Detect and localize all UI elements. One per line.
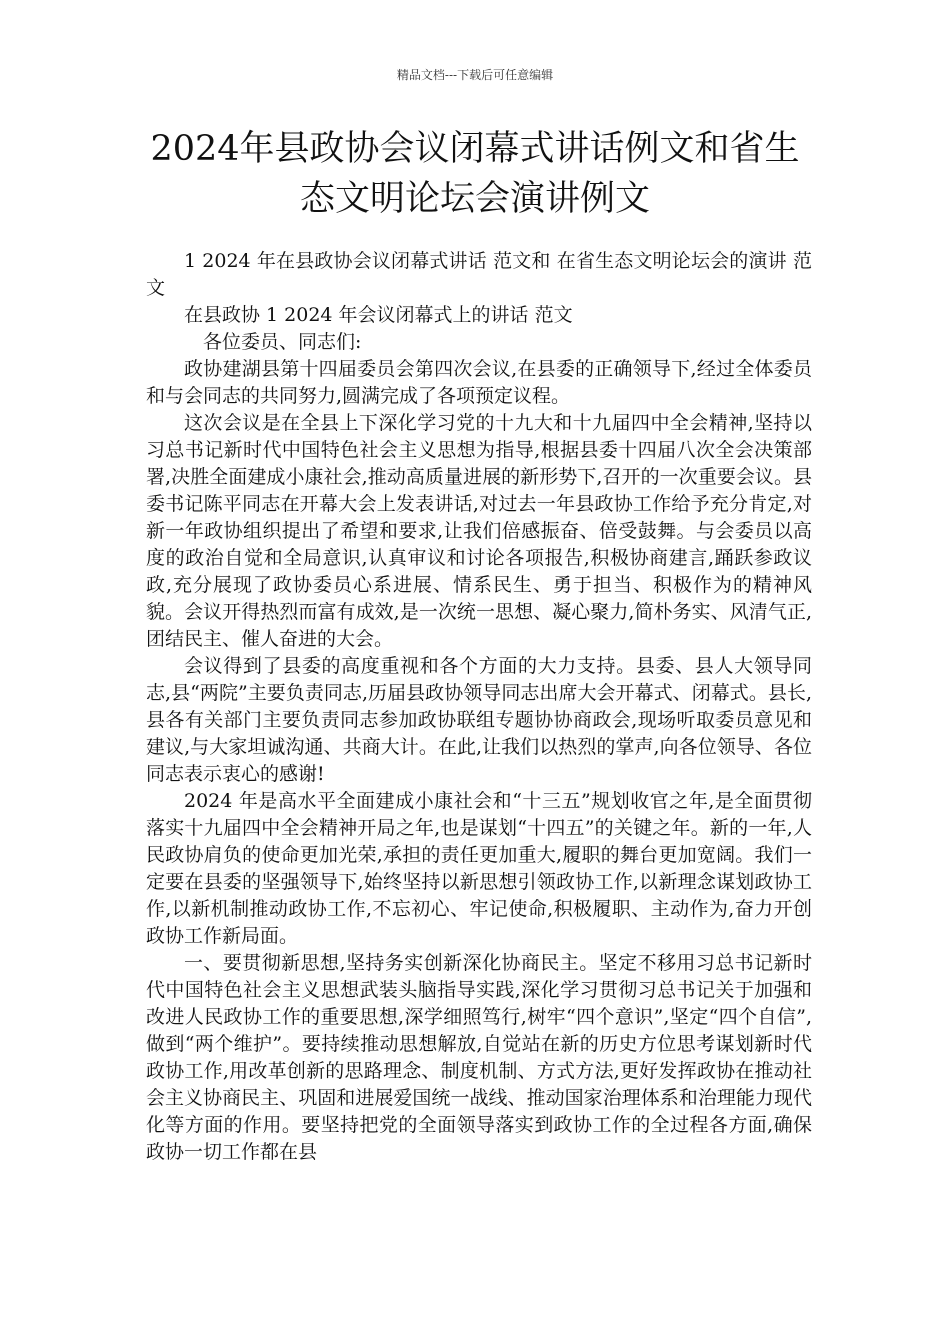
body-paragraph: 这次会议是在全县上下深化学习党的十九大和十九届四中全会精神,坚持以习总书记新时代中国特色社会主义思想为指导,根据县委十四届八次全会决策部署,决胜全面建成小康社会,推动高质量进展的新形势下,召开的一次重要会议。县委书记陈平同志在开幕大会上发表讲话,对过去一年县政协工作给予充分肯定,对新一年政协组织提出了希望和要求,让我们倍感振奋、倍受鼓舞。与会委员以高度的政治自觉和全局意识,认真审议和讨论各项报告,积极协商建言,踊跃参政议政,充分展现了政协委员心系进展、情系民生、勇于担当、积极作为的精神风貌。会议开得热烈而富有成效,是一次统一思想、凝心聚力,简朴务实、风清气正,团结民主、催人奋进的大会。 xyxy=(146,412,812,650)
document-title-line-1: 2024年县政协会议闭幕式讲话例文和省生 xyxy=(150,129,800,169)
document-body xyxy=(146,248,812,1166)
document-title xyxy=(120,124,830,224)
body-paragraph-subtitle: 1 2024 年在县政协会议闭幕式讲话 范文和 在省生态文明论坛会的演讲 范文 xyxy=(146,250,812,299)
body-paragraph-greeting: 各位委员、同志们: xyxy=(203,331,362,353)
body-paragraph: 一、要贯彻新思想,坚持务实创新深化协商民主。坚定不移用习总书记新时代中国特色社会主义思想武装头脑指导实践,深化学习贯彻习总书记关于加强和改进人民政协工作的重要思想,深学细照笃行,树牢“四个意识”,坚定“四个自信”,做到“两个维护”。要持续推动思想解放,自觉站在新的历史方位思考谋划新时代政协工作,用改革创新的思路理念、制度机制、方式方法,更好发挥政协在推动社会主义协商民主、巩固和进展爱国统一战线、推动国家治理体系和治理能力现代化等方面的作用。要坚持把党的全面领导落实到政协工作的全过程各方面,确保政协一切工作都在县 xyxy=(146,952,812,1163)
body-paragraph: 会议得到了县委的高度重视和各个方面的大力支持。县委、县人大领导同志,县“两院”主要负责同志,历届县政协领导同志出席大会开幕式、闭幕式。县长,县各有关部门主要负责同志参加政协联组专题协协商政会,现场听取委员意见和建议,与大家坦诚沟通、共商大计。在此,让我们以热烈的掌声,向各位领导、各位同志表示衷心的感谢! xyxy=(146,655,812,785)
body-paragraph: 2024 年是高水平全面建成小康社会和“十三五”规划收官之年,是全面贯彻落实十九届四中全会精神开局之年,也是谋划“十四五”的关键之年。新的一年,人民政协肩负的使命更加光荣,承担的责任更加重大,履职的舞台更加宽阔。我们一定要在县委的坚强领导下,始终坚持以新思想引领政协工作,以新理念谋划政协工作,以新机制推动政协工作,不忘初心、牢记使命,积极履职、主动作为,奋力开创政协工作新局面。 xyxy=(146,790,812,947)
body-paragraph-heading: 在县政协 1 2024 年会议闭幕式上的讲话 范文 xyxy=(184,304,573,326)
body-paragraph: 政协建湖县第十四届委员会第四次会议,在县委的正确领导下,经过全体委员和与会同志的共同努力,圆满完成了各项预定议程。 xyxy=(146,358,812,407)
document-title-line-2: 态文明论坛会演讲例文 xyxy=(299,179,650,219)
page-header-watermark: 精品文档---下载后可任意编辑 xyxy=(396,68,554,82)
